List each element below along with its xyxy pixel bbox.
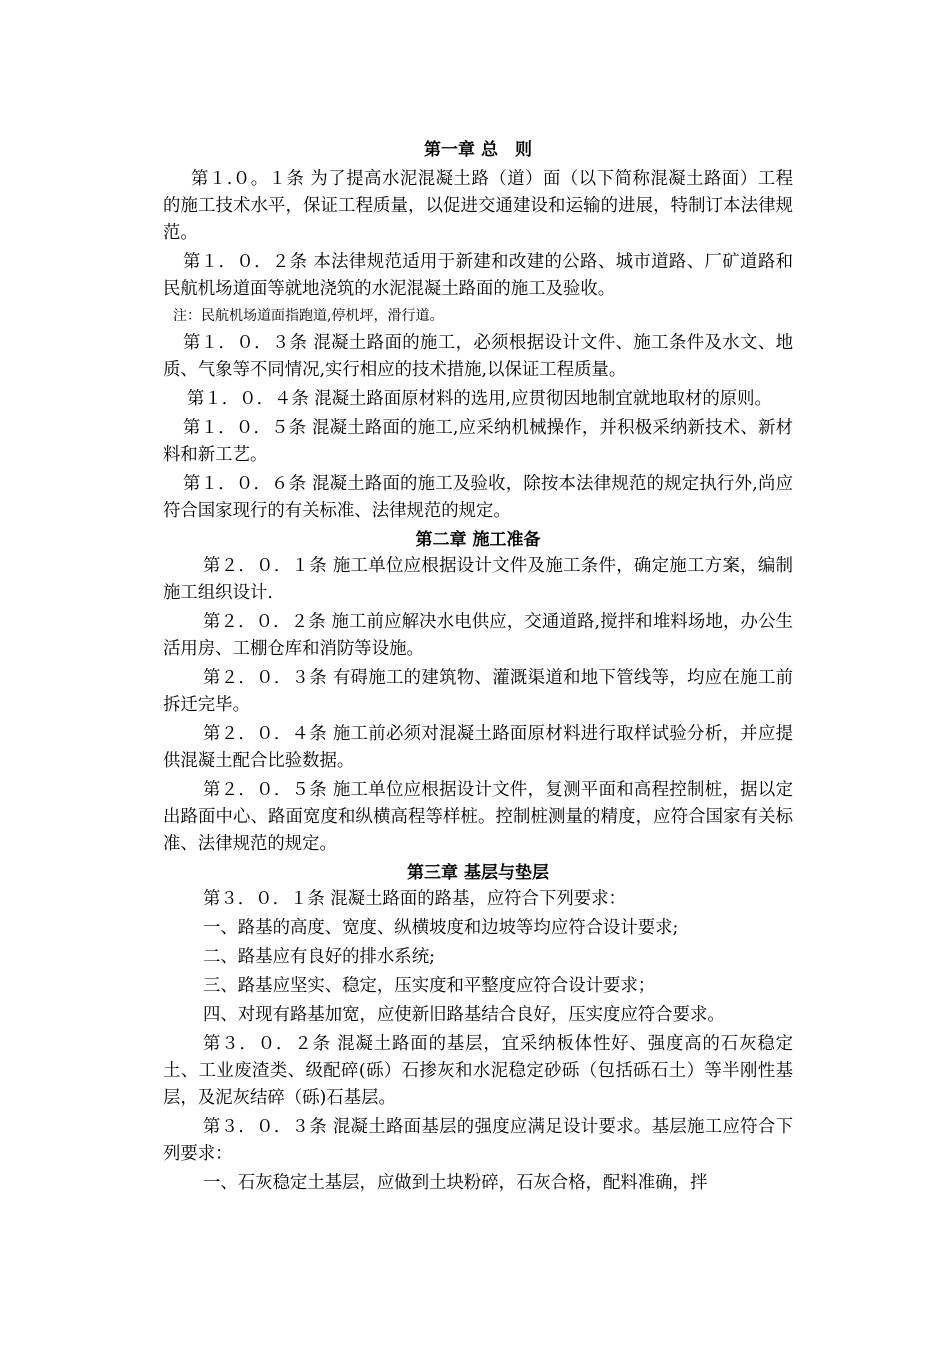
note-airport: 注：民航机场道面指跑道,停机坪，滑行道。 (173, 308, 444, 324)
list-item-2: 二、路基应有良好的排水系统; (203, 947, 435, 967)
article-2-0-3: 第２．０．３条 有碍施工的建筑物、灌溉渠道和地下管线等，均应在施工前拆迁完毕。 (163, 668, 793, 715)
article-2-0-4: 第２．０．４条 施工前必须对混凝土路面原材料进行取样试验分析，并应提供混凝土配合比验数据。 (163, 724, 793, 771)
article-3-0-2: 第３．０．２条 混凝土路面的基层，宜采纳板体性好、强度高的石灰稳定土、工业废渣类、级配碎(砾）石掺灰和水泥稳定砂砾（包括砾石土）等半刚性基层，及泥灰结碎（砾)石基层。 (163, 1034, 793, 1108)
chapter-2-title: 第二章 施工准备 (415, 530, 541, 550)
article-2-0-1: 第２．０．１条 施工单位应根据设计文件及施工条件，确定施工方案，编制施工组织设计. (163, 556, 793, 603)
chapter-1-title: 第一章 总 则 (424, 140, 532, 160)
article-1-0-3: 第１．０．３条 混凝土路面的施工，必须根据设计文件、施工条件及水文、地质、气象等不同情况,实行相应的技术措施,以保证工程质量。 (163, 333, 793, 380)
document-body (163, 137, 793, 1199)
article-2-0-5: 第２．０．５条 施工单位应根据设计文件，复测平面和高程控制桩，据以定出路面中心、路面宽度和纵横高程等样桩。控制桩测量的精度，应符合国家有关标准、法律规范的规定。 (163, 780, 793, 854)
article-1-0-1: 第１.０。１条 为了提高水泥混凝土路（道）面（以下简称混凝土路面）工程的施工技术水平，保证工程质量，以促进交通建设和运输的进展，特制订本法律规范。 (163, 169, 793, 243)
list-item-5: 一、石灰稳定土基层，应做到土块粉碎，石灰合格，配料准确，拌 (203, 1173, 708, 1193)
chapter-3-title: 第三章 基层与垫层 (407, 863, 549, 883)
article-1-0-6: 第１．０．６条 混凝土路面的施工及验收，除按本法律规范的规定执行外,尚应符合国家现行的有关标准、法律规范的规定。 (163, 474, 793, 521)
article-2-0-2: 第２．０．２条 施工前应解决水电供应，交通道路,搅拌和堆料场地，办公生活用房、工棚仓库和消防等设施。 (163, 612, 793, 659)
article-3-0-1: 第３．０．１条 混凝土路面的路基，应符合下列要求： (203, 889, 626, 909)
article-1-0-2: 第１．０．２条 本法律规范适用于新建和改建的公路、城市道路、厂矿道路和民航机场道面等就地浇筑的水泥混凝土路面的施工及验收。 (163, 252, 793, 299)
list-item-1: 一、路基的高度、宽度、纵横坡度和边坡等均应符合设计要求; (203, 918, 679, 938)
list-item-4: 四、对现有路基加宽，应使新旧路基结合良好，压实度应符合要求。 (203, 1005, 725, 1025)
article-3-0-3: 第３．０．３条 混凝土路面基层的强度应满足设计要求。基层施工应符合下列要求： (163, 1117, 793, 1164)
article-1-0-5: 第１．０．５条 混凝土路面的施工,应采纳机械操作，并积极采纳新技术、新材料和新工艺。 (163, 418, 793, 465)
list-item-3: 三、路基应坚实、稳定，压实度和平整度应符合设计要求； (203, 976, 656, 996)
article-1-0-4: 第１．０．４条 混凝土路面原材料的选用,应贯彻因地制宜就地取材的原则。 (187, 389, 772, 409)
